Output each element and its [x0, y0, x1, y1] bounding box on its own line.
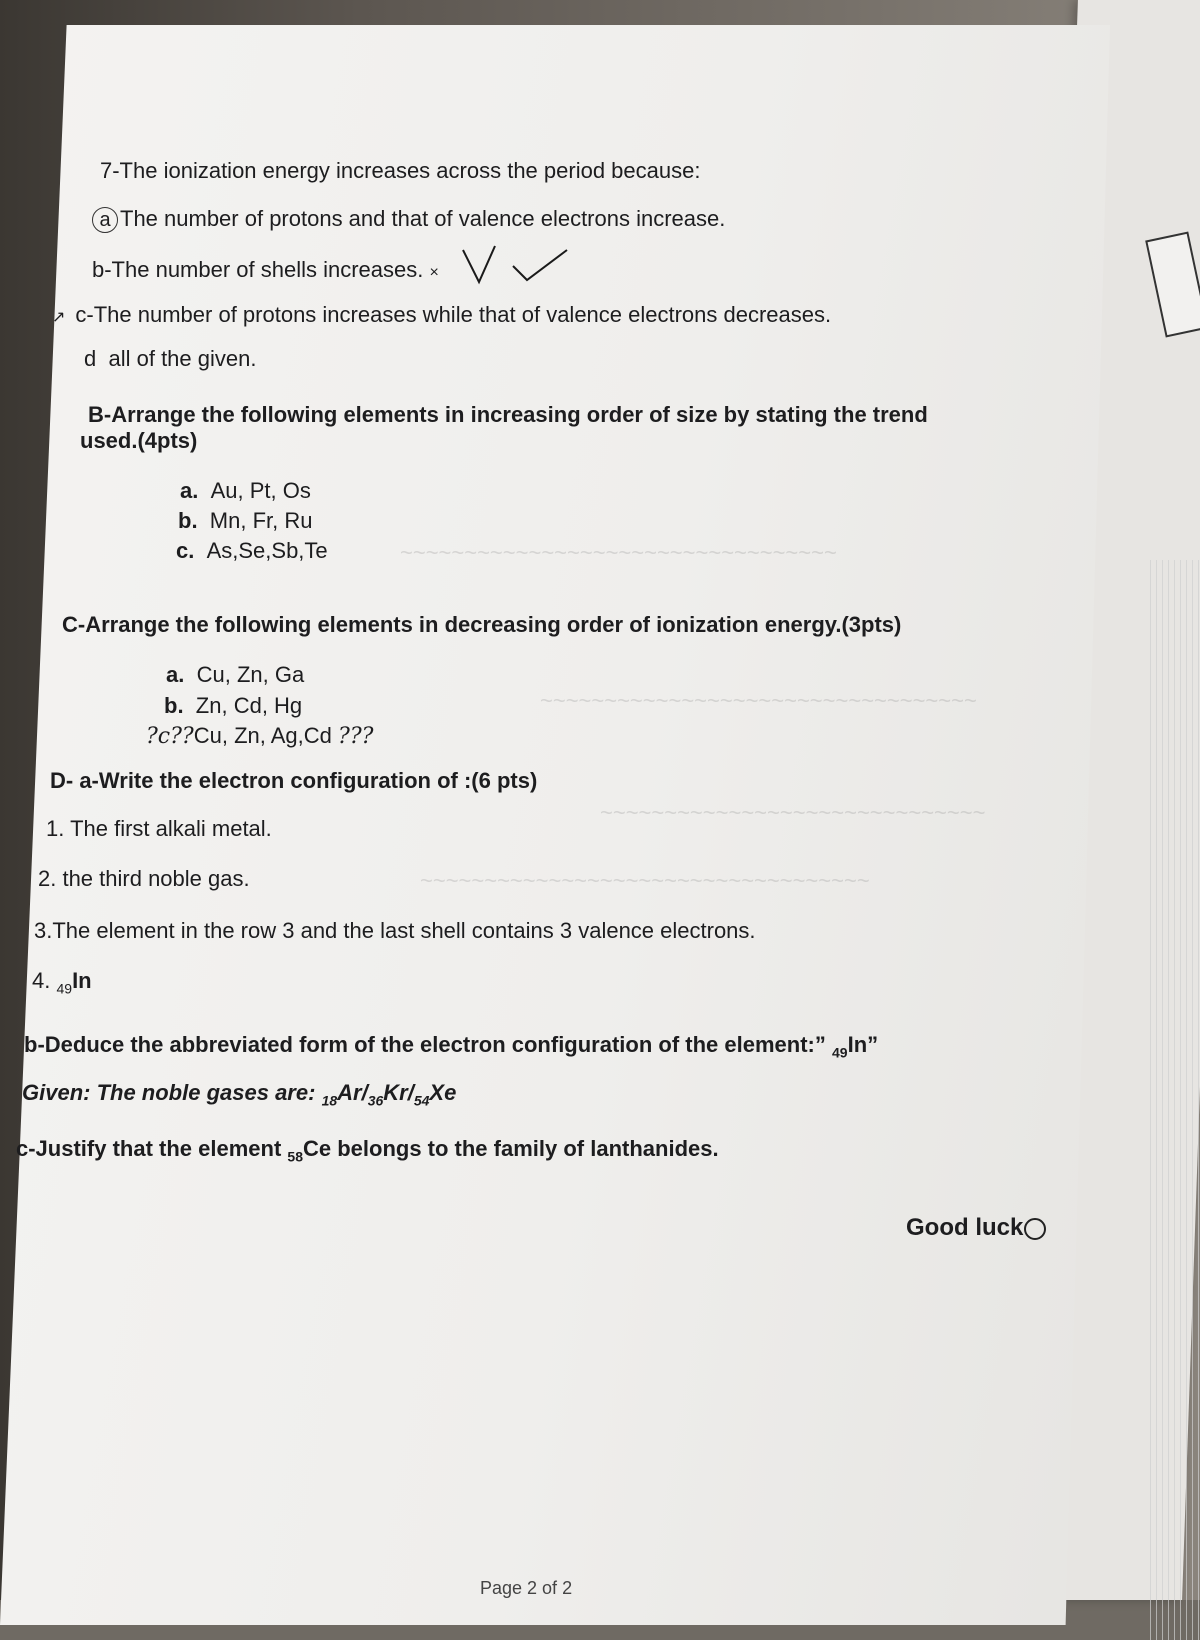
cross-mark-icon: ×: [429, 264, 439, 281]
check-marks-icon: [455, 238, 585, 288]
q7-option-d-text: all of the given.: [108, 346, 257, 371]
part-c-item-a: a. Cu, Zn, Ga: [166, 662, 305, 687]
q7-option-a: [92, 206, 725, 233]
handwritten-question-marks: ???: [338, 724, 374, 749]
part-b-item-a: a. Au, Pt, Os: [180, 478, 311, 503]
arrow-mark-icon: ↗: [52, 309, 66, 326]
part-b-item-b: b. Mn, Fr, Ru: [178, 508, 313, 533]
part-b-title-cont: used.(4pts): [80, 428, 198, 453]
q7-option-d-letter: d: [84, 346, 97, 371]
part-d-b: b-Deduce the abbreviated form of the electron configuration of the element:” $_{49}$In”: [24, 1032, 879, 1061]
q7-title: 7-The ionization energy increases across the period because:: [100, 158, 701, 183]
part-d-c: c-Justify that the element $_{58}$Ce belongs to the family of lanthanides.: [16, 1136, 719, 1165]
page-footer: Page 2 of 2: [480, 1578, 573, 1598]
q7-option-c: [52, 302, 831, 328]
show-through-text: ~~~~~~~~~~~~~~~~~~~~~~~~~~~~~~~~~~: [540, 688, 977, 713]
part-d-item-4: 4. $_{49}$In: [32, 968, 92, 997]
part-d-given: Given: The noble gases are: $_{18}Ar/_{36}Kr/_{54}Xe$: [22, 1080, 457, 1109]
show-through-text: ~~~~~~~~~~~~~~~~~~~~~~~~~~~~~~~~~~: [400, 540, 837, 565]
part-d-item-1: 1. The first alkali metal.: [46, 816, 272, 841]
part-c-item-c: ?c??Cu, Zn, Ag,Cd ???: [146, 723, 374, 749]
part-b-item-c: c. As,Se,Sb,Te: [176, 538, 328, 563]
q7-option-b: [92, 257, 439, 283]
part-d-item-2: 2. the third noble gas.: [38, 866, 250, 891]
q7-option-d: [84, 346, 256, 372]
handwritten-question-marks: ?c??: [146, 724, 194, 749]
show-through-text: ~~~~~~~~~~~~~~~~~~~~~~~~~~~~~~~~~~~: [420, 868, 870, 893]
q7-option-c-text: c-The number of protons increases while that of valence electrons decreases.: [75, 302, 832, 327]
closing-text: Good luck: [906, 1214, 1046, 1242]
smiley-icon: [1024, 1218, 1046, 1240]
part-d-title: D- a-Write the electron configuration of :(6 pts): [50, 768, 538, 793]
part-b-title: B-Arrange the following elements in increasing order of size by stating the trend: [88, 402, 928, 427]
circled-answer-marker: a: [92, 207, 118, 233]
part-c-item-b: b. Zn, Cd, Hg: [164, 693, 303, 718]
show-through-text: ~~~~~~~~~~~~~~~~~~~~~~~~~~~~~~: [600, 800, 986, 825]
q7-option-b-text: b-The number of shells increases.: [92, 257, 424, 282]
part-c-title: C-Arrange the following elements in decreasing order of ionization energy.(3pts): [62, 612, 902, 637]
q7-option-a-text: The number of protons and that of valence electrons increase.: [120, 206, 726, 231]
part-d-item-3: 3.The element in the row 3 and the last shell contains 3 valence electrons.: [34, 918, 756, 943]
second-sheet-lines: [1150, 560, 1200, 1640]
